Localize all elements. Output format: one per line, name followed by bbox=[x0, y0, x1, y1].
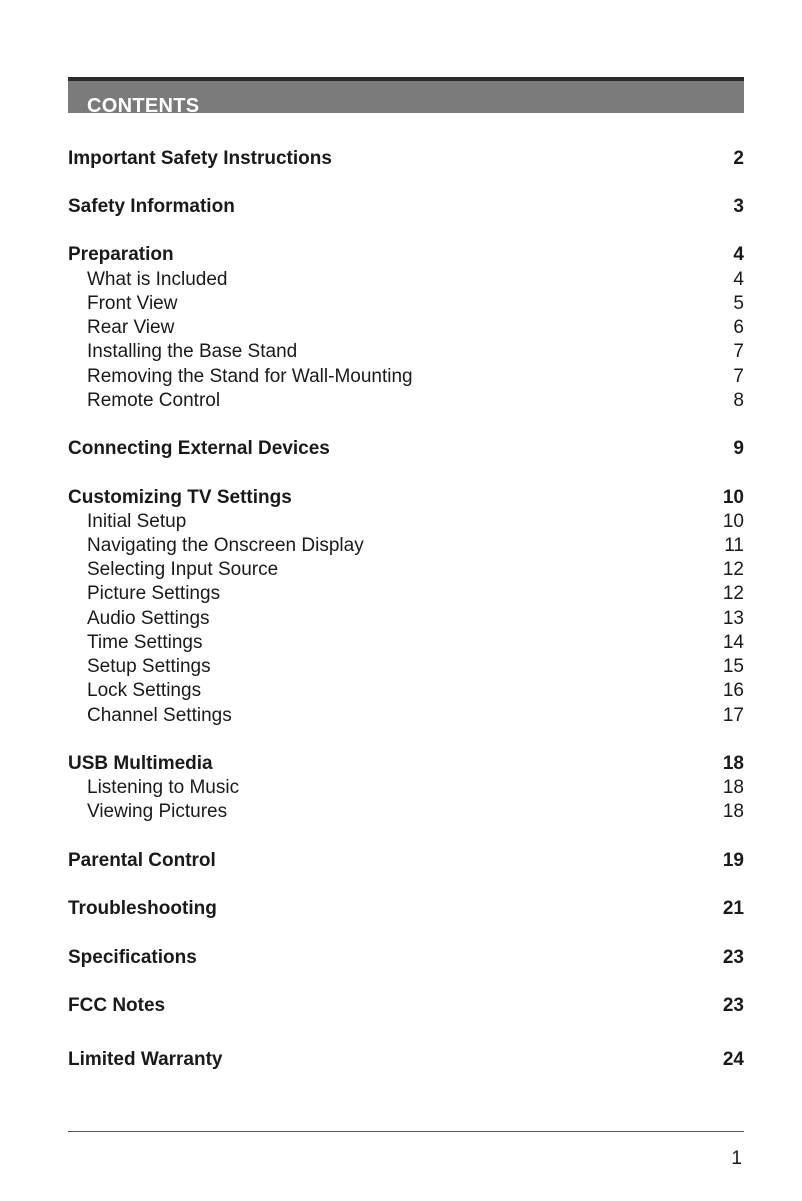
toc-entry-page: 23 bbox=[722, 995, 744, 1016]
toc-entry-label: Safety Information bbox=[68, 196, 235, 217]
toc-entry-label: Picture Settings bbox=[87, 583, 221, 604]
toc-entry-label: Customizing TV Settings bbox=[68, 487, 292, 508]
toc-entry-page: 18 bbox=[722, 753, 744, 774]
toc-entry-page: 10 bbox=[722, 487, 744, 508]
page-number: 1 bbox=[731, 1148, 742, 1169]
toc-entry-label: Important Safety Instructions bbox=[68, 148, 332, 169]
toc-subentry[interactable] bbox=[68, 800, 744, 824]
toc-entry[interactable] bbox=[68, 897, 744, 921]
toc-entry-page: 6 bbox=[733, 317, 744, 338]
toc-entry-label: Remote Control bbox=[87, 390, 221, 411]
toc-entry[interactable] bbox=[68, 486, 744, 510]
toc-entry-page: 9 bbox=[733, 438, 744, 459]
toc-entry[interactable] bbox=[68, 946, 744, 970]
toc-entry-label: Navigating the Onscreen Display bbox=[87, 535, 364, 556]
toc-entry-label: Preparation bbox=[68, 244, 174, 265]
toc-entry-label: Viewing Pictures bbox=[87, 801, 228, 822]
toc-entry-label: Lock Settings bbox=[87, 680, 202, 701]
toc-subentry[interactable] bbox=[68, 340, 744, 364]
toc-subentry[interactable] bbox=[68, 558, 744, 582]
toc-entry-page: 17 bbox=[722, 705, 744, 726]
toc-entry-page: 19 bbox=[722, 850, 744, 871]
toc-entry-page: 4 bbox=[733, 269, 744, 290]
toc-entry-page: 18 bbox=[722, 777, 744, 798]
toc-entry-label: Setup Settings bbox=[87, 656, 211, 677]
toc-subentry[interactable] bbox=[68, 510, 744, 534]
toc-entry-label: USB Multimedia bbox=[68, 753, 213, 774]
toc-entry-page: 2 bbox=[733, 148, 744, 169]
toc-subentry[interactable] bbox=[68, 607, 744, 631]
toc-entry-page: 24 bbox=[722, 1049, 744, 1070]
toc-entry-label: Limited Warranty bbox=[68, 1049, 223, 1070]
toc-subentry[interactable] bbox=[68, 679, 744, 703]
toc-entry-page: 12 bbox=[722, 583, 744, 604]
toc-entry[interactable] bbox=[68, 147, 744, 171]
toc-subentry[interactable] bbox=[68, 268, 744, 292]
toc-entry-label: Front View bbox=[87, 293, 178, 314]
toc-entry-page: 18 bbox=[722, 801, 744, 822]
contents-header-bar bbox=[68, 77, 744, 113]
toc-subentry[interactable] bbox=[68, 534, 744, 558]
toc-entry-page: 5 bbox=[733, 293, 744, 314]
toc-subentry[interactable] bbox=[68, 292, 744, 316]
contents-title: CONTENTS bbox=[87, 95, 200, 113]
toc-entry-page: 21 bbox=[722, 898, 744, 919]
toc-subentry[interactable] bbox=[68, 776, 744, 800]
toc-entry-label: Parental Control bbox=[68, 850, 216, 871]
toc-entry-page: 13 bbox=[722, 608, 744, 629]
toc-entry-label: Listening to Music bbox=[87, 777, 240, 798]
toc-subentry[interactable] bbox=[68, 389, 744, 413]
toc-entry-label: Removing the Stand for Wall-Mounting bbox=[87, 366, 413, 387]
toc-entry-label: Installing the Base Stand bbox=[87, 341, 298, 362]
toc-entry-page: 16 bbox=[722, 680, 744, 701]
toc-entry[interactable] bbox=[68, 752, 744, 776]
toc-entry-page: 23 bbox=[722, 947, 744, 968]
toc-subentry[interactable] bbox=[68, 582, 744, 606]
toc-subentry[interactable] bbox=[68, 631, 744, 655]
toc-entry-label: Time Settings bbox=[87, 632, 203, 653]
toc-entry-page: 11 bbox=[724, 535, 744, 556]
toc-subentry[interactable] bbox=[68, 704, 744, 728]
toc-entry[interactable] bbox=[68, 437, 744, 461]
toc-entry-label: Specifications bbox=[68, 947, 197, 968]
toc-entry-label: FCC Notes bbox=[68, 995, 166, 1016]
toc-entry-label: Initial Setup bbox=[87, 511, 187, 532]
toc-entry-page: 7 bbox=[733, 366, 744, 387]
toc-entry-label: What is Included bbox=[87, 269, 228, 290]
toc-entry[interactable] bbox=[68, 1048, 744, 1072]
toc-entry-page: 10 bbox=[722, 511, 744, 532]
toc-entry-label: Rear View bbox=[87, 317, 175, 338]
toc-entry-label: Troubleshooting bbox=[68, 898, 217, 919]
toc-subentry[interactable] bbox=[68, 365, 744, 389]
toc-entry[interactable] bbox=[68, 849, 744, 873]
toc-entry[interactable] bbox=[68, 243, 744, 267]
footer-divider bbox=[68, 1131, 744, 1132]
toc-entry-label: Selecting Input Source bbox=[87, 559, 279, 580]
toc-entry-page: 4 bbox=[733, 244, 744, 265]
toc-entry-page: 12 bbox=[722, 559, 744, 580]
toc-entry-page: 3 bbox=[733, 196, 744, 217]
toc-subentry[interactable] bbox=[68, 316, 744, 340]
toc-entry[interactable] bbox=[68, 994, 744, 1018]
toc-entry-page: 7 bbox=[733, 341, 744, 362]
toc-entry-page: 15 bbox=[722, 656, 744, 677]
toc-entry-label: Channel Settings bbox=[87, 705, 232, 726]
toc-entry-label: Audio Settings bbox=[87, 608, 210, 629]
toc-entry[interactable] bbox=[68, 195, 744, 219]
toc-entry-label: Connecting External Devices bbox=[68, 438, 330, 459]
toc-entry-page: 14 bbox=[722, 632, 744, 653]
toc-subentry[interactable] bbox=[68, 655, 744, 679]
toc-entry-page: 8 bbox=[733, 390, 744, 411]
